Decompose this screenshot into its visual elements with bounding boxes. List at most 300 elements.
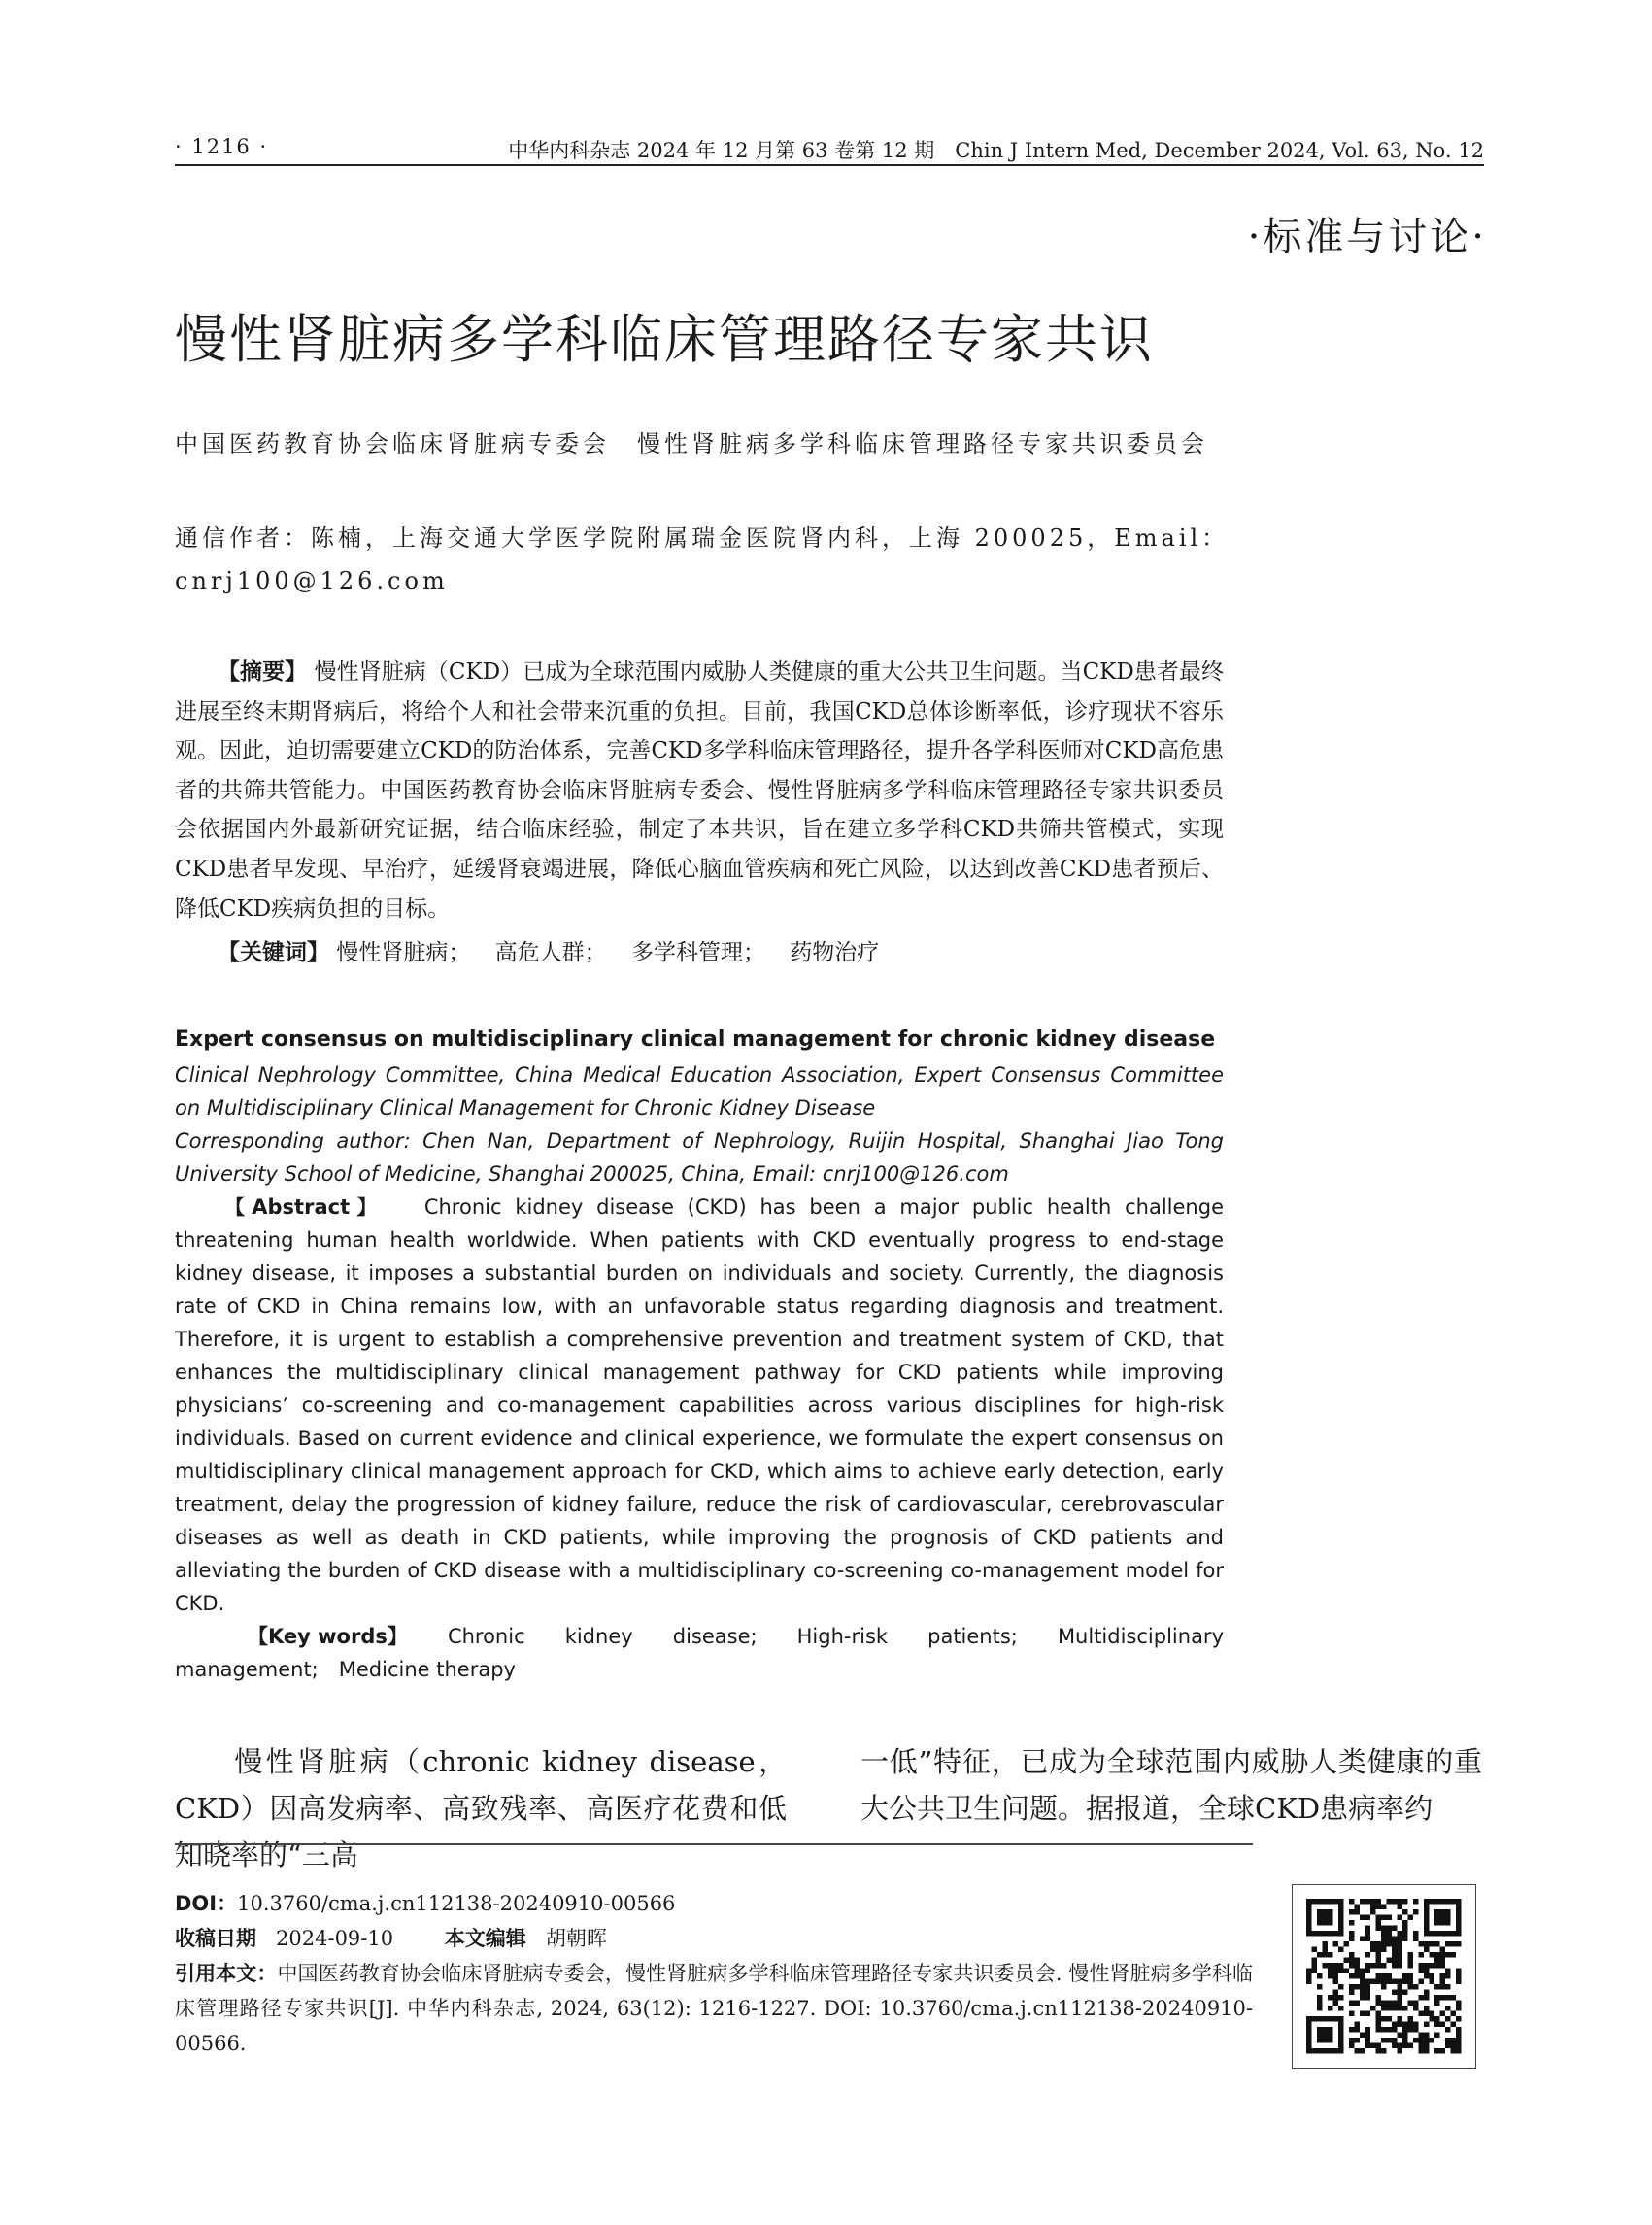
qr-module [1365, 1995, 1371, 2001]
qr-module [1398, 1990, 1403, 1996]
column-tag: ·标准与讨论· [1247, 215, 1487, 259]
qr-module [1365, 1984, 1371, 1990]
qr-module [1451, 1995, 1457, 2001]
qr-module [1392, 1926, 1398, 1932]
qr-module [1398, 1931, 1403, 1937]
qr-module [1434, 1931, 1440, 1937]
qr-module [1398, 2048, 1403, 2054]
qr-module [1424, 1915, 1430, 1921]
qr-module [1312, 2048, 1318, 2054]
qr-module [1355, 1984, 1361, 1990]
qr-module [1338, 2006, 1344, 2011]
qr-module [1370, 1899, 1376, 1905]
qr-module [1451, 1899, 1457, 1905]
qr-module [1365, 1963, 1371, 1969]
qr-module [1392, 1990, 1398, 1996]
qr-module [1402, 2038, 1408, 2043]
qr-module [1456, 2001, 1462, 2006]
qr-module [1445, 1931, 1451, 1937]
qr-module [1387, 1958, 1393, 1964]
qr-module [1434, 1963, 1440, 1969]
qr-module [1434, 1984, 1440, 1990]
qr-module [1323, 1963, 1329, 1969]
qr-module [1419, 2048, 1425, 2054]
qr-module [1440, 1899, 1446, 1905]
doi-row [175, 1886, 1253, 1921]
qr-module [1419, 1952, 1425, 1958]
qr-module [1456, 1899, 1462, 1905]
qr-module [1430, 2016, 1435, 2022]
qr-module [1323, 1941, 1329, 1947]
english-corresponding-author: Corresponding author: Chen Nan, Department of Nephrology, Ruijin Hospital, Shanghai Jiao Tong University School of Medicine, Shanghai 200025, China, Email: cnrj100@126.com [175, 1129, 1224, 1186]
qr-module [1424, 1963, 1430, 1969]
qr-module [1328, 1931, 1333, 1937]
qr-module [1402, 1979, 1408, 1985]
qr-module [1370, 1905, 1376, 1910]
qr-module [1323, 1947, 1329, 1953]
qr-module [1376, 1926, 1382, 1932]
qr-module [1434, 1995, 1440, 2001]
qr-module [1445, 1915, 1451, 1921]
qr-module [1424, 2043, 1430, 2049]
qr-code-graphic [1293, 1885, 1474, 2067]
qr-module [1402, 1931, 1408, 1937]
qr-module [1306, 1920, 1312, 1926]
qr-module [1387, 2016, 1393, 2022]
qr-module [1451, 1952, 1457, 1958]
qr-module [1355, 2022, 1361, 2028]
qr-module [1430, 1979, 1435, 1985]
qr-module [1360, 1899, 1365, 1905]
page-number: · 1216 · [175, 135, 269, 158]
qr-module [1381, 2027, 1387, 2033]
qr-module [1402, 2027, 1408, 2033]
body-paragraph-left: 慢性肾脏病（chronic kidney disease，CKD）因高发病率、高致残率、高医疗花费和低知晓率的“三高 [175, 1745, 787, 1871]
qr-module [1430, 2038, 1435, 2043]
qr-module [1317, 1899, 1323, 1905]
qr-module [1456, 1920, 1462, 1926]
qr-module [1440, 1931, 1446, 1937]
qr-module [1376, 2048, 1382, 2054]
qr-module [1392, 2006, 1398, 2011]
qr-module [1445, 2043, 1451, 2049]
qr-module [1328, 1920, 1333, 1926]
qr-module [1328, 2033, 1333, 2039]
qr-module [1338, 1995, 1344, 2001]
qr-module [1338, 1920, 1344, 1926]
qr-module [1338, 1905, 1344, 1910]
qr-module [1349, 1952, 1355, 1958]
qr-module [1456, 2043, 1462, 2049]
qr-module [1376, 1920, 1382, 1926]
qr-module [1360, 1990, 1365, 1996]
qr-module [1413, 2027, 1419, 2033]
english-title: Expert consensus on multidisciplinary clinical management for chronic kidney disease [175, 1028, 1216, 1052]
qr-module [1440, 1915, 1446, 1921]
qr-module [1398, 1979, 1403, 1985]
doi-link[interactable]: 10.3760/cma.j.cn112138-20240910-00566 [237, 1892, 676, 1915]
qr-module [1338, 1947, 1344, 1953]
body-text-right-column: 一低”特征，已成为全球范围内威胁人类健康的重大公共卫生问题。据报道，全球CKD患病率约 [860, 1745, 1482, 1825]
qr-module [1445, 2038, 1451, 2043]
qr-module [1323, 2033, 1329, 2039]
qr-module [1445, 1952, 1451, 1958]
qr-module [1402, 2043, 1408, 2049]
qr-module [1338, 2048, 1344, 2054]
qr-module [1317, 1973, 1323, 1979]
qr-module [1402, 1920, 1408, 1926]
qr-module [1355, 2038, 1361, 2043]
qr-module [1440, 2048, 1446, 2054]
qr-module [1381, 1905, 1387, 1910]
qr-module [1408, 2043, 1414, 2049]
qr-module [1387, 1926, 1393, 1932]
qr-module [1430, 2011, 1435, 2017]
qr-module [1434, 2022, 1440, 2028]
qr-module [1365, 1979, 1371, 1985]
qr-module [1323, 2048, 1329, 2054]
qr-module [1306, 2033, 1312, 2039]
qr-module [1333, 1969, 1339, 1974]
qr-module [1402, 2022, 1408, 2028]
qr-module [1328, 1973, 1333, 1979]
qr-module [1398, 2001, 1403, 2006]
qr-module [1317, 1984, 1323, 1990]
qr-module [1338, 2027, 1344, 2033]
qr-module [1338, 2033, 1344, 2039]
editor-label: 本文编辑 [444, 1927, 526, 1950]
qr-module [1387, 2006, 1393, 2011]
qr-module [1338, 2038, 1344, 2043]
qr-module [1376, 1952, 1382, 1958]
qr-module [1424, 2006, 1430, 2011]
qr-module [1328, 2048, 1333, 2054]
qr-module [1398, 1984, 1403, 1990]
qr-module [1419, 1941, 1425, 1947]
article-footnote [175, 1886, 1253, 2061]
qr-module [1430, 1941, 1435, 1947]
qr-module [1376, 1979, 1382, 1985]
english-abstract [175, 1191, 1224, 1620]
journal-citation-line: 中华内科杂志 2024 年 12 月第 63 卷第 12 期 Chin J Intern Med, December 2024, Vol. 63, No. 12 [508, 139, 1484, 162]
qr-module [1344, 1969, 1350, 1974]
qr-module [1381, 1963, 1387, 1969]
qr-module [1312, 1931, 1318, 1937]
qr-module [1419, 1969, 1425, 1974]
qr-module [1355, 1958, 1361, 1964]
qr-module [1456, 1979, 1462, 1985]
qr-module [1328, 1995, 1333, 2001]
qr-module [1392, 1963, 1398, 1969]
qr-module [1424, 1905, 1430, 1910]
qr-module [1398, 2006, 1403, 2011]
qr-module [1434, 2001, 1440, 2006]
qr-module [1392, 1952, 1398, 1958]
qr-module [1440, 1958, 1446, 1964]
qr-module [1381, 1941, 1387, 1947]
qr-module [1445, 1984, 1451, 1990]
qr-module [1306, 1905, 1312, 1910]
running-header [175, 133, 1484, 166]
qr-module [1451, 1941, 1457, 1947]
qr-module [1312, 1899, 1318, 1905]
qr-module [1434, 1952, 1440, 1958]
qr-module [1317, 1995, 1323, 2001]
qr-module [1328, 1969, 1333, 1974]
qr-module [1306, 2043, 1312, 2049]
qr-module [1365, 2027, 1371, 2033]
qr-module [1328, 1952, 1333, 1958]
qr-module [1398, 1947, 1403, 1953]
qr-module [1456, 1905, 1462, 1910]
qr-module [1413, 2006, 1419, 2011]
qr-module [1387, 1979, 1393, 1985]
qr-module [1445, 2006, 1451, 2011]
qr-module [1328, 1915, 1333, 1921]
qr-module [1387, 1931, 1393, 1937]
qr-module [1333, 2048, 1339, 2054]
qr-module [1355, 1909, 1361, 1915]
qr-module [1387, 1937, 1393, 1942]
qr-module [1376, 2016, 1382, 2022]
qr-module [1370, 2006, 1376, 2011]
qr-module [1408, 1958, 1414, 1964]
qr-module [1398, 1937, 1403, 1942]
qr-module [1306, 1909, 1312, 1915]
qr-module [1402, 2006, 1408, 2011]
qr-module [1387, 2027, 1393, 2033]
qr-module [1456, 1969, 1462, 1974]
qr-module [1323, 1915, 1329, 1921]
editor-name: 胡朝晖 [545, 1927, 607, 1950]
qr-module [1424, 1973, 1430, 1979]
qr-module [1338, 1984, 1344, 1990]
qr-module [1408, 1915, 1414, 1921]
qr-module [1338, 1899, 1344, 1905]
qr-module [1430, 1931, 1435, 1937]
qr-module [1317, 1952, 1323, 1958]
qr-module [1456, 2048, 1462, 2054]
qr-module [1328, 2006, 1333, 2011]
qr-module [1333, 1973, 1339, 1979]
qr-module [1398, 2043, 1403, 2049]
qr-module [1402, 1909, 1408, 1915]
qr-module [1355, 1973, 1361, 1979]
qr-module [1381, 1947, 1387, 1953]
qr-module [1413, 1931, 1419, 1937]
qr-module [1456, 1909, 1462, 1915]
qr-module [1434, 2016, 1440, 2022]
qr-module [1360, 1915, 1365, 1921]
author-group: 中国医药教育协会临床肾脏病专委会 慢性肾脏病多学科临床管理路径专家共识委员会 [175, 430, 1208, 457]
qr-module [1333, 1931, 1339, 1937]
qr-module [1413, 1899, 1419, 1905]
qr-module [1312, 1963, 1318, 1969]
qr-module [1333, 1995, 1339, 2001]
qr-module [1445, 2016, 1451, 2022]
qr-module [1306, 2022, 1312, 2028]
qr-module [1398, 1941, 1403, 1947]
qr-module [1402, 1973, 1408, 1979]
qr-module [1333, 1963, 1339, 1969]
qr-module [1376, 1941, 1382, 1947]
qr-module [1306, 1915, 1312, 1921]
qr-module [1376, 1905, 1382, 1910]
qr-module [1338, 1931, 1344, 1937]
qr-module [1456, 2033, 1462, 2039]
qr-module [1424, 1990, 1430, 1996]
qr-module [1323, 1931, 1329, 1937]
qr-module [1360, 2011, 1365, 2017]
qr-module [1398, 1958, 1403, 1964]
qr-module [1445, 1899, 1451, 1905]
qr-module [1381, 1984, 1387, 1990]
qr-module [1408, 1973, 1414, 1979]
qr-module [1434, 1920, 1440, 1926]
abstract-cn [175, 653, 1224, 928]
qr-module [1360, 1969, 1365, 1974]
abstract-cn-label: 【摘要】 [218, 659, 308, 685]
qr-module [1312, 2016, 1318, 2022]
qr-module [1456, 1931, 1462, 1937]
qr-module [1424, 1931, 1430, 1937]
qr-module [1338, 1969, 1344, 1974]
qr-module [1328, 2038, 1333, 2043]
qr-module [1413, 2001, 1419, 2006]
qr-module [1430, 1952, 1435, 1958]
qr-module [1306, 2038, 1312, 2043]
qr-module [1370, 1909, 1376, 1915]
qr-module [1398, 1963, 1403, 1969]
qr-module [1392, 2027, 1398, 2033]
keyword-cn: 药物治疗 [790, 940, 880, 965]
abstract-cn-text: 慢性肾脏病（CKD）已成为全球范围内威胁人类健康的重大公共卫生问题。当CKD患者最终进展至终末期肾病后，将给个人和社会带来沉重的负担。目前，我国CKD总体诊断率低，诊疗现状不容乐观。因此，迫切需要建立CKD的防治体系，完善CKD多学科临床管理路径，提升各学科医师对CKD高危患者的共筛共管能力。中国医药教育协会临床肾脏病专委会、慢性肾脏病多学科临床管理路径专家共识委员会依据国内外最新研究证据，结合临床经验，制定了本共识，旨在建立多学科CKD共筛共管模式，实现CKD患者早发现、早治疗，延缓肾衰竭进展，降低心脑血管疾病和死亡风险，以达到改善CKD患者预后、降低CKD疾病负担的目标。 [175, 659, 1225, 922]
qr-module [1365, 1937, 1371, 1942]
qr-module [1408, 1963, 1414, 1969]
qr-module [1392, 2043, 1398, 2049]
qr-module [1398, 1905, 1403, 1910]
qr-module [1398, 2022, 1403, 2028]
qr-module [1317, 2001, 1323, 2006]
qr-module [1440, 1984, 1446, 1990]
qr-module [1376, 2027, 1382, 2033]
keywords-cn-label: 【关键词】 [218, 940, 329, 965]
qr-module [1376, 1947, 1382, 1953]
qr-module [1349, 1973, 1355, 1979]
qr-module [1445, 2027, 1451, 2033]
qr-module [1451, 2043, 1457, 2049]
qr-module [1333, 2001, 1339, 2006]
qr-module [1317, 1915, 1323, 1921]
qr-module [1323, 2016, 1329, 2022]
received-row [175, 1921, 1253, 1956]
qr-module [1402, 1990, 1408, 1996]
qr-module [1381, 1979, 1387, 1985]
english-keyword-word: High-risk [796, 1625, 889, 1648]
qr-module [1355, 1905, 1361, 1910]
qr-module [1434, 1958, 1440, 1964]
qr-module [1419, 1963, 1425, 1969]
qr-module [1408, 1979, 1414, 1985]
qr-module [1365, 1990, 1371, 1996]
qr-module [1381, 1937, 1387, 1942]
qr-module [1387, 1941, 1393, 1947]
qr-module [1349, 1931, 1355, 1937]
qr-module [1306, 2027, 1312, 2033]
qr-module [1338, 1963, 1344, 1969]
qr-module [1328, 1963, 1333, 1969]
qr-module [1333, 2016, 1339, 2022]
qr-module [1445, 1909, 1451, 1915]
qr-module [1338, 2043, 1344, 2049]
qr-module [1317, 2048, 1323, 2054]
qr-module [1440, 2011, 1446, 2017]
qr-module [1456, 2006, 1462, 2011]
qr-module [1445, 1973, 1451, 1979]
qr-module [1306, 1979, 1312, 1985]
qr-module [1424, 1995, 1430, 2001]
qr-module [1349, 2038, 1355, 2043]
qr-module [1381, 2006, 1387, 2011]
qr-module [1323, 2027, 1329, 2033]
qr-module [1440, 1920, 1446, 1926]
qr-module [1376, 1963, 1382, 1969]
qr-module [1365, 1899, 1371, 1905]
qr-module [1398, 1952, 1403, 1958]
qr-module [1398, 1899, 1403, 1905]
qr-module [1392, 2001, 1398, 2006]
qr-module [1349, 1990, 1355, 1996]
qr-module [1365, 1915, 1371, 1921]
qr-module [1440, 1995, 1446, 2001]
qr-module [1387, 1973, 1393, 1979]
qr-module [1306, 1931, 1312, 1937]
qr-module [1419, 2033, 1425, 2039]
qr-module [1317, 2038, 1323, 2043]
qr-module [1381, 2016, 1387, 2022]
article-title: 慢性肾脏病多学科临床管理路径专家共识 [175, 309, 1154, 370]
qr-module [1365, 2011, 1371, 2017]
qr-module [1333, 1979, 1339, 1985]
qr-module [1312, 1958, 1318, 1964]
qr-module [1387, 2001, 1393, 2006]
corresponding-author: 通信作者：陈楠，上海交通大学医学院附属瑞金医院肾内科，上海 200025，Email：cnrj100@126.com [175, 524, 1230, 594]
qr-module [1408, 1952, 1414, 1958]
qr-module [1445, 1995, 1451, 2001]
qr-module [1349, 2011, 1355, 2017]
qr-module [1338, 2022, 1344, 2028]
qr-module [1323, 2038, 1329, 2043]
english-keyword-word: kidney [564, 1625, 633, 1648]
qr-module [1349, 1920, 1355, 1926]
qr-module [1451, 2011, 1457, 2017]
qr-module [1413, 1909, 1419, 1915]
qr-module [1323, 1952, 1329, 1958]
qr-module [1424, 1909, 1430, 1915]
qr-module [1413, 2038, 1419, 2043]
qr-module [1338, 1909, 1344, 1915]
english-keywords-line2: management; Medicine therapy [175, 1658, 516, 1681]
english-keyword-word: Multidisciplinary [1057, 1625, 1224, 1648]
qr-module [1392, 1979, 1398, 1985]
english-keyword-word: Chronic [447, 1625, 525, 1648]
qr-code-icon[interactable] [1292, 1884, 1476, 2069]
qr-module [1323, 1909, 1329, 1915]
qr-module [1328, 1909, 1333, 1915]
qr-module [1376, 1958, 1382, 1964]
qr-module [1424, 1941, 1430, 1947]
qr-module [1456, 2016, 1462, 2022]
